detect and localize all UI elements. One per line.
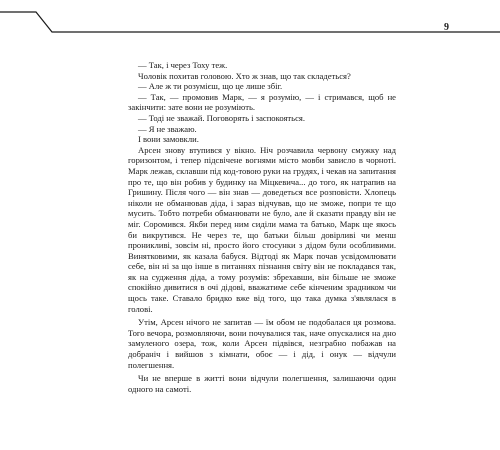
paragraph: — Так, і через Тоху теж. xyxy=(138,60,228,70)
paragraph: — Я не зважаю. xyxy=(138,123,197,134)
paragraph: — Але ж ти розумієш, що це лише збіг. xyxy=(138,81,283,92)
header-rule xyxy=(0,0,500,40)
paragraph: Чи не вперше в житті вони відчули полегшення, залишаючи один одного на самоті. xyxy=(128,373,396,394)
paragraph: Утім, Арсен нічого не запитав — їм обом не подобалася ця розмова. Того вечора, розмовляючи, вони почувалися так, наче опускалися на дно замуленого озера, тож, коли Арсен підвівся, незграбно побажав на добраніч і вийшов з кімнати, обоє — і дід, і онук — відчули полегшення. xyxy=(128,317,396,370)
paragraph: — Тоді не зважай. Поговорять і заспокояться. xyxy=(138,112,306,123)
body-text xyxy=(128,60,396,394)
paragraph: І вони замовкли. xyxy=(138,134,199,145)
page-number: 9 xyxy=(444,22,449,33)
paragraph: Чоловік похитав головою. Хто ж знав, що так складеться? xyxy=(138,70,351,81)
paragraph: — Так, — промовив Марк, — я розумію, — і стримався, щоб не закінчити: зате вони не розуміють. xyxy=(128,91,396,113)
paragraph: Арсен знову втупився у вікно. Ніч розчавила червону смужку над горизонтом, і тепер підсвічене вогнями місто мовби зависло в чорноті. Марк лежав, склавши під код-товою руки на грудях, і чекав на запитання про те, що він робив у будинку на Міцкевича... до того, як натрапив на Гришину. Після чого — він знав — доведеться все розповісти. Хлопець ніколи не обманював діда, і зараз відчував, що не зможе, попри те що мусить. Тобто потреби обманювати не було, але й сказати правду він не міг. Соромився. Якби перед ним сиділи мама та батько, Марк ще якось би викрутився. Не через те, що батьки більш довірливі чи менш проникливі, зовсім ні, просто його стосунки з дідом були особливими. Винятковими, як казала бабуся. Відтоді як Марк почав усвідомлювати себе, він ні за що інше в питаннях пізнання світу він не покладався так, як на судження діда, а тому розумів: збрехавши, він більше не зможе спокійно дивитися в очі дідові, вважатиме себе кінченим зрадником чи щось таке. Ставало бридко вже від того, що така думка з'являлася в голові. xyxy=(128,144,396,314)
